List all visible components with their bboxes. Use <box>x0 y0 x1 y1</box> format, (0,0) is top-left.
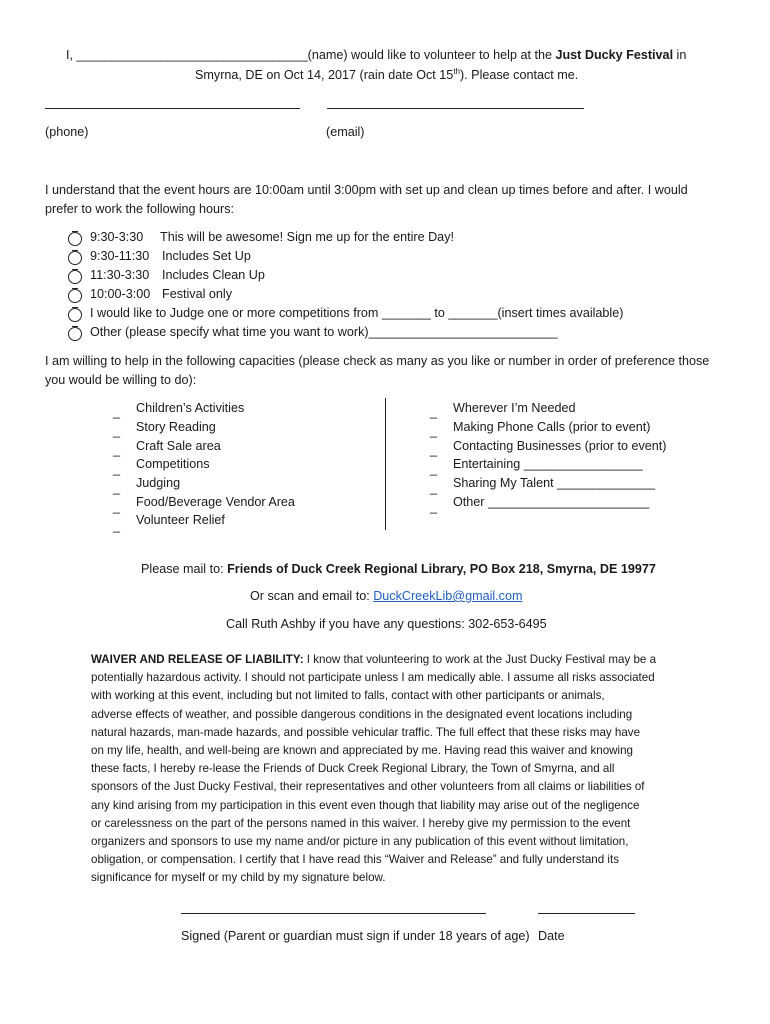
capacity-left-1: Children’s Activities <box>136 401 245 415</box>
email-field[interactable] <box>327 108 584 109</box>
waiver-line-1 <box>91 651 691 669</box>
call-line: Call Ruth Ashby if you have any questions: 302-653-6495 <box>226 617 547 631</box>
option-6-desc: Other (please specify what time you want to work)___________________________ <box>90 325 558 339</box>
capacities-intro-line-2: you would be willing to do): <box>45 373 197 387</box>
i-prefix: I, <box>66 48 77 62</box>
capacity-right-2: Making Phone Calls (prior to event) <box>453 420 651 434</box>
capacity-right-3: Contacting Businesses (prior to event) <box>453 439 667 453</box>
phone-field[interactable] <box>45 108 300 109</box>
radio-option-3[interactable] <box>68 270 82 284</box>
capacities-intro-line-1: I am willing to help in the following capacities (please check as many as you like or number in order of preference those <box>45 354 710 368</box>
checkbox-right-1[interactable]: _ <box>430 405 438 419</box>
checkbox-right-4[interactable]: _ <box>430 462 438 476</box>
waiver-section <box>91 651 691 888</box>
option-2-time: 9:30-11:30 <box>90 249 150 263</box>
capacity-left-2: Story Reading <box>136 420 216 434</box>
line1-mid: (name) would like to volunteer to help at the <box>307 48 556 62</box>
waiver-line-12: obligation, or compensation. I certify that I have read this “Waiver and Release” and fully understand its <box>91 853 620 867</box>
checkbox-right-5[interactable]: _ <box>430 481 438 495</box>
line2-pre: Smyrna, DE on Oct 14, 2017 (rain date Oct 15 <box>195 68 454 83</box>
checkbox-left-4[interactable]: _ <box>113 462 121 476</box>
waiver-line-4: adverse effects of weather, and possible dangerous conditions in the designated event locations including <box>91 707 633 721</box>
mail-address: Friends of Duck Creek Regional Library, PO Box 218, Smyrna, DE 19977 <box>227 562 656 576</box>
waiver-title: WAIVER AND RELEASE OF LIABILITY: <box>91 653 304 666</box>
capacity-left-3: Craft Sale area <box>136 439 221 453</box>
option-3-time: 11:30-3:30 <box>90 268 150 282</box>
option-3-desc: Includes Clean Up <box>162 268 265 282</box>
waiver-line-3: with working at this event, including but not limited to falls, contact with other participants or animals, <box>91 689 605 703</box>
volunteer-line-1 <box>66 48 686 62</box>
waiver-text-1: I know that volunteering to work at the Just Ducky Festival may be a <box>303 653 657 666</box>
hours-intro-line-2: prefer to work the following hours: <box>45 202 234 216</box>
capacity-left-6: Food/Beverage Vendor Area <box>136 495 295 509</box>
capacity-right-6: Other _______________________ <box>453 495 650 509</box>
date-field[interactable] <box>538 913 635 914</box>
capacity-right-1: Wherever I’m Needed <box>453 401 576 415</box>
checkbox-left-6[interactable]: _ <box>113 500 121 514</box>
line1-end: in <box>673 48 687 62</box>
waiver-line-11: organizers and sponsors to use my name and/or picture in any publication of this event without limitation, <box>91 835 629 849</box>
checkbox-left-7[interactable]: _ <box>113 519 121 533</box>
waiver-line-6: on my life, health, and well-being are known and appreciated by me. Having read this waiver and knowing <box>91 744 633 758</box>
radio-option-4[interactable] <box>68 289 82 303</box>
festival-name: Just Ducky Festival <box>555 48 674 62</box>
waiver-line-13: significance for myself or my child by my signature below. <box>91 871 386 885</box>
volunteer-line-2 <box>195 67 578 82</box>
checkbox-left-5[interactable]: _ <box>113 481 121 495</box>
checkbox-left-3[interactable]: _ <box>113 443 121 457</box>
option-5-desc: I would like to Judge one or more competitions from _______ to _______(insert times available) <box>90 306 624 320</box>
capacity-left-7: Volunteer Relief <box>136 513 225 527</box>
checkbox-right-6[interactable]: _ <box>430 500 438 514</box>
radio-option-5[interactable] <box>68 308 82 322</box>
mail-prefix: Please mail to: <box>141 562 228 576</box>
option-2-desc: Includes Set Up <box>162 249 251 263</box>
radio-option-2[interactable] <box>68 251 82 265</box>
name-blank[interactable]: _________________________________ <box>76 48 308 62</box>
scan-prefix: Or scan and email to: <box>250 589 374 603</box>
signature-field[interactable] <box>181 913 486 914</box>
signature-label: Signed (Parent or guardian must sign if under 18 years of age) <box>181 929 530 943</box>
option-1-desc: This will be awesome! Sign me up for the entire Day! <box>160 230 454 244</box>
radio-option-1[interactable] <box>68 232 82 246</box>
capacity-right-4: Entertaining _________________ <box>453 457 643 471</box>
column-divider <box>385 398 386 530</box>
waiver-line-10: or carelessness on the part of the persons named in this waiver. I hereby give my permission to the event <box>91 816 631 830</box>
line2-post: ). Please contact me. <box>459 68 579 83</box>
radio-option-6[interactable] <box>68 327 82 341</box>
line2-sup: th <box>453 67 460 76</box>
waiver-line-5: natural hazards, man-made hazards, and possible vehicular traffic. The full effect that these risks may have <box>91 725 641 739</box>
hours-intro-line-1: I understand that the event hours are 10:00am until 3:00pm with set up and clean up times before and after. I would <box>45 183 688 197</box>
waiver-line-2: potentially hazardous activity. I should not participate unless I am medically able. I assume all risks associated <box>91 671 655 685</box>
capacity-left-5: Judging <box>136 476 181 490</box>
email-link[interactable]: DuckCreekLib@gmail.com <box>373 589 523 603</box>
phone-label: (phone) <box>45 125 89 139</box>
option-1-time: 9:30-3:30 <box>90 230 144 244</box>
capacity-right-5: Sharing My Talent ______________ <box>453 476 656 490</box>
waiver-line-9: any kind arising from my participation in this event even though that liability may arise out of the negligence <box>91 798 640 812</box>
checkbox-left-1[interactable]: _ <box>113 405 121 419</box>
capacity-left-4: Competitions <box>136 457 210 471</box>
checkbox-right-2[interactable]: _ <box>430 424 438 438</box>
mail-line <box>141 562 656 576</box>
waiver-line-8: sponsors of the Just Ducky Festival, their representatives and other volunteers from all claims or liabilities of <box>91 780 645 794</box>
checkbox-right-3[interactable]: _ <box>430 443 438 457</box>
checkbox-left-2[interactable]: _ <box>113 424 121 438</box>
option-4-desc: Festival only <box>162 287 232 301</box>
scan-line <box>250 589 522 603</box>
email-label: (email) <box>326 125 365 139</box>
date-label: Date <box>538 929 565 943</box>
waiver-line-7: these facts, I hereby re-lease the Friends of Duck Creek Regional Library, the Town of Smyrna, and all <box>91 762 615 776</box>
option-4-time: 10:00-3:00 <box>90 287 151 301</box>
